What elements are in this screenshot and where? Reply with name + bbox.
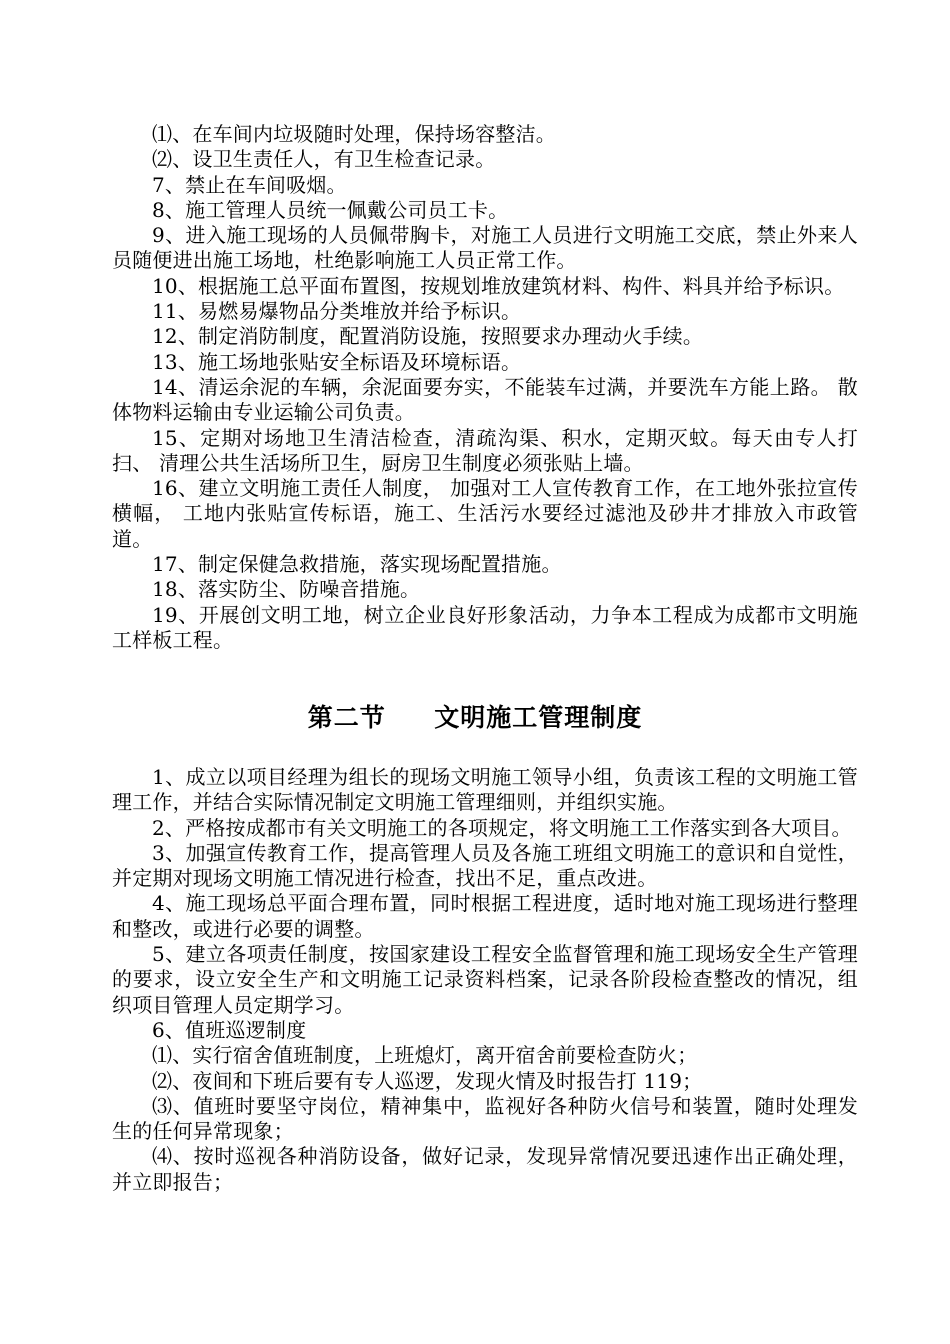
paragraph: 1、成立以项目经理为组长的现场文明施工领导小组，负责该工程的文明施工管理工作，并结合实际情况制定文明施工管理细则，并组织实施。 [112,765,858,815]
paragraph: 16、建立文明施工责任人制度， 加强对工人宣传教育工作，在工地外张拉宣传横幅， 工地内张贴宣传标语，施工、生活污水要经过滤池及砂井才排放入市政管道。 [112,476,858,551]
paragraph: 13、施工场地张贴安全标语及环境标语。 [152,349,522,374]
paragraph: 7、禁止在车间吸烟。 [152,172,347,197]
paragraph: 10、根据施工总平面布置图，按规划堆放建筑材料、构件、料具并给予标识。 [152,273,845,298]
paragraph: 18、落实防尘、防噪音措施。 [152,577,421,602]
section-1-body [112,122,858,653]
paragraph: 6、值班巡逻制度 [152,1017,307,1042]
paragraph: 8、施工管理人员统一佩戴公司员工卡。 [152,197,509,222]
section-2-body [112,765,858,1195]
paragraph: ⑶、值班时要坚守岗位，精神集中，监视好各种防火信号和装置，随时处理发生的任何异常现象； [112,1093,858,1144]
paragraph: 17、制定保健急救措施，落实现场配置措施。 [152,552,562,577]
paragraph: ⑵、夜间和下班后要有专人巡逻，发现火情及时报告打 119； [152,1068,703,1093]
paragraph: ⑴、实行宿舍值班制度，上班熄灯，离开宿舍前要检查防火； [152,1043,698,1068]
paragraph: 2、严格按成都市有关文明施工的各项规定，将文明施工工作落实到各大项目。 [152,815,852,840]
paragraph: 9、进入施工现场的人员佩带胸卡，对施工人员进行文明施工交底，禁止外来人员随便进出施工场地，杜绝影响施工人员正常工作。 [112,223,858,273]
section-heading: 第二节 文明施工管理制度 [307,703,643,732]
paragraph: 3、加强宣传教育工作，提高管理人员及各施工班组文明施工的意识和自觉性，并定期对现场文明施工情况进行检查，找出不足，重点改进。 [112,840,858,891]
paragraph: ⑷、按时巡视各种消防设备，做好记录，发现异常情况要迅速作出正确处理，并立即报告； [112,1144,858,1194]
paragraph: 5、建立各项责任制度，按国家建设工程安全监督管理和施工现场安全生产管理的要求，设立安全生产和文明施工记录资料档案，记录各阶段检查整改的情况，组织项目管理人员定期学习。 [112,942,858,1017]
paragraph: 15、定期对场地卫生清洁检查，清疏沟渠、积水，定期灭蚊。每天由专人打扫、 清理公共生活场所卫生，厨房卫生制度必须张贴上墙。 [112,425,858,475]
paragraph: ⑴、在车间内垃圾随时处理，保持场容整洁。 [152,122,556,146]
paragraph: ⑵、设卫生责任人，有卫生检查记录。 [152,147,496,172]
paragraph: 19、开展创文明工地，树立企业良好形象活动，力争本工程成为成都市文明施工样板工程。 [112,602,858,652]
paragraph: 12、制定消防制度，配置消防设施，按照要求办理动火手续。 [152,324,704,349]
paragraph: 11、易燃易爆物品分类堆放并给予标识。 [152,299,522,324]
paragraph: 14、清运余泥的车辆，余泥面要夯实，不能装车过满，并要洗车方能上路。 散体物料运输由专业运输公司负责。 [112,374,858,425]
paragraph: 4、施工现场总平面合理布置，同时根据工程进度，适时地对施工现场进行整理和整改，或进行必要的调整。 [112,891,858,941]
